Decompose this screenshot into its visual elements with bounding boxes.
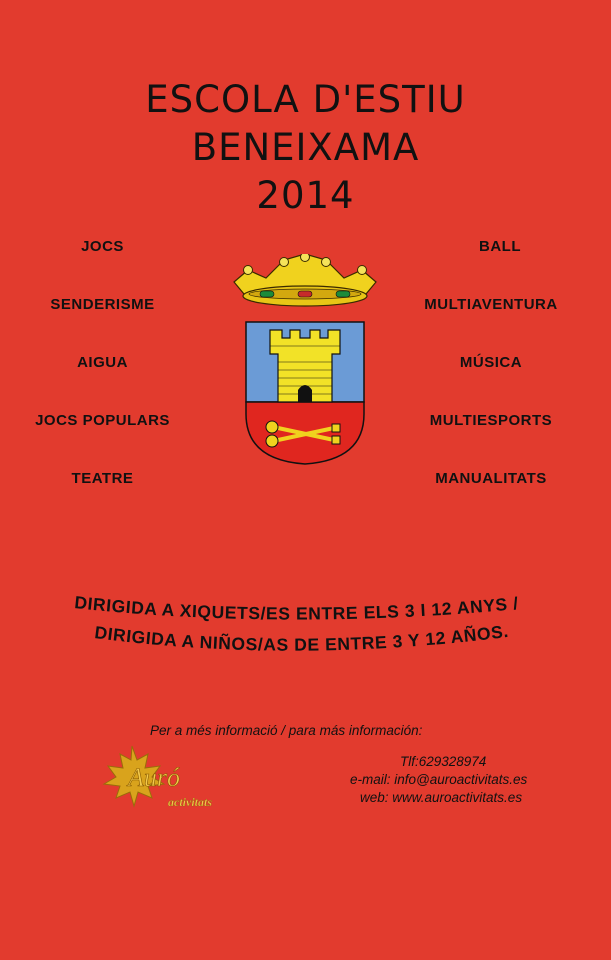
- activity-manualitats: MANUALITATS: [435, 470, 547, 487]
- info-heading: Per a més informació / para más información:: [150, 723, 423, 738]
- audience-curved-text: [60, 588, 560, 668]
- logo-word-activitats: activitats: [168, 795, 212, 809]
- web-link[interactable]: web: www.auroactivitats.es: [360, 790, 523, 805]
- shield-icon: [246, 322, 364, 464]
- coat-of-arms-icon: [226, 254, 384, 466]
- title-line-2: BENEIXAMA: [191, 126, 420, 169]
- title-year: 2014: [256, 174, 355, 217]
- crown-icon: [234, 254, 376, 306]
- activity-musica: MÚSICA: [459, 354, 523, 371]
- activity-ball: BALL: [479, 238, 521, 255]
- activity-multiesports: MULTIESPORTS: [429, 412, 553, 429]
- auro-activitats-logo: [100, 744, 245, 814]
- tower-icon: [270, 330, 340, 402]
- phone-text: Tlf:629328974: [400, 754, 487, 769]
- activity-aigua: AIGUA: [77, 354, 128, 371]
- activity-teatre: TEATRE: [71, 470, 134, 487]
- logo-word-auro: Auró: [128, 763, 180, 792]
- activity-multiaventura: MULTIAVENTURA: [424, 296, 558, 313]
- activity-senderisme: SENDERISME: [50, 296, 155, 313]
- activity-jocs-populars: JOCS POPULARS: [35, 412, 170, 429]
- email-link[interactable]: e-mail: info@auroactivitats.es: [350, 772, 528, 787]
- title-line-1: ESCOLA D'ESTIU: [145, 78, 466, 121]
- audience-valencian: DIRIGIDA A XIQUETS/ES ENTRE ELS 3 I 12 ANYS /: [73, 592, 520, 624]
- activity-jocs: JOCS: [81, 238, 124, 255]
- audience-spanish: DIRIGIDA A NIÑOS/AS DE ENTRE 3 Y 12 AÑOS.: [93, 620, 510, 655]
